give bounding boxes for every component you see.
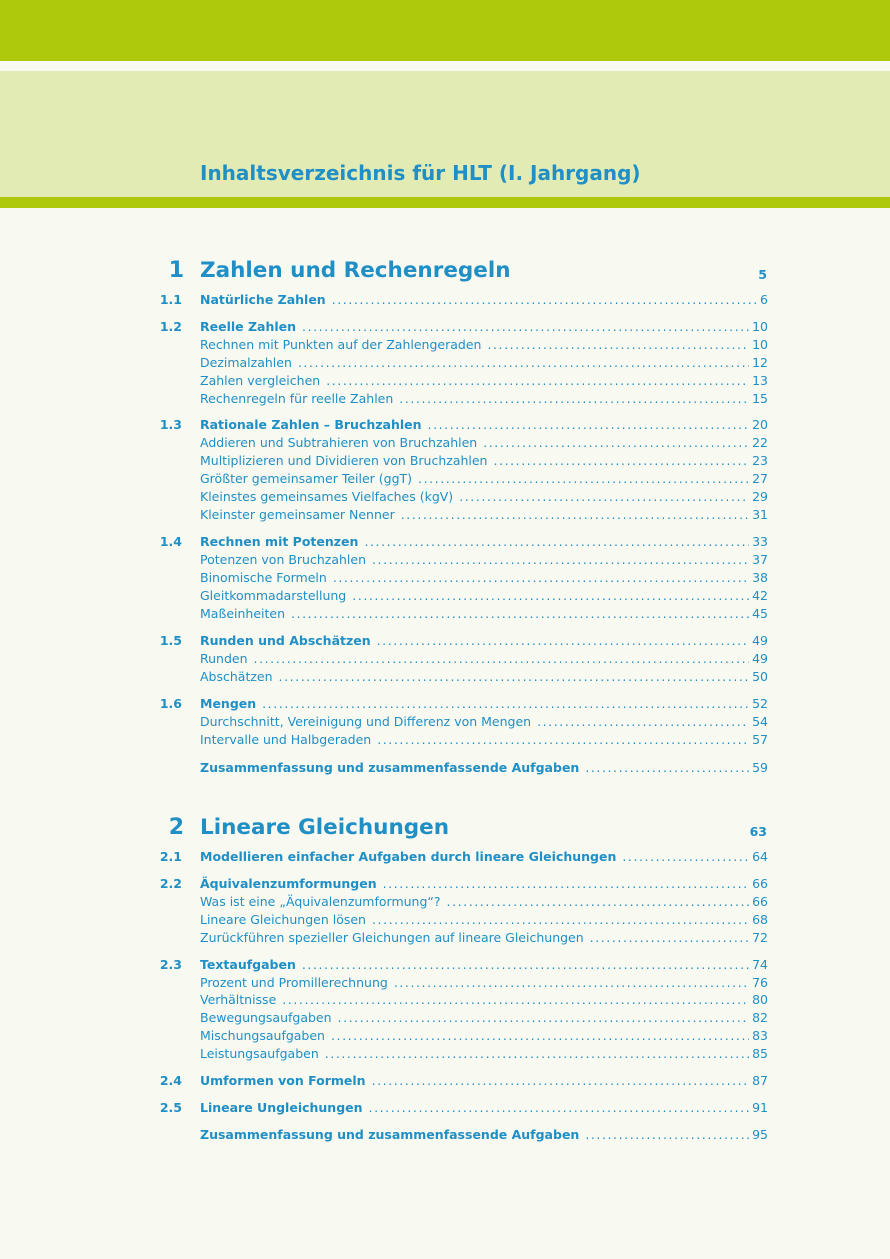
entry-page: 12	[752, 355, 768, 370]
chapter-page: 63	[749, 824, 767, 839]
dot-leader	[325, 1045, 749, 1063]
dot-leader	[364, 533, 749, 551]
toc-row[interactable]	[0, 551, 890, 569]
dot-leader	[372, 551, 749, 569]
toc-row[interactable]	[0, 893, 890, 911]
entry-title: Rechnen mit Punkten auf der Zahlengeraden	[200, 337, 482, 352]
toc-row[interactable]	[0, 470, 890, 488]
entry-title: Lineare Gleichungen lösen	[200, 912, 366, 927]
toc-row[interactable]	[0, 695, 890, 713]
chapter-number: 1	[168, 258, 184, 283]
entry-title: Intervalle und Halbgeraden	[200, 732, 372, 747]
toc-row[interactable]	[0, 416, 890, 434]
dot-leader	[332, 291, 757, 309]
entry-page: 49	[752, 651, 768, 666]
dot-leader	[338, 1009, 750, 1027]
toc-row[interactable]	[0, 1045, 890, 1063]
chapter-title: Zahlen und Rechenregeln	[200, 258, 511, 283]
entry-page: 83	[752, 1028, 768, 1043]
dot-leader	[428, 416, 750, 434]
entry-page: 23	[752, 453, 768, 468]
entry-page: 20	[752, 417, 768, 432]
toc-row[interactable]	[0, 713, 890, 731]
header-band-top	[0, 0, 890, 61]
entry-title: Textaufgaben	[200, 957, 296, 972]
entry-page: 82	[752, 1010, 768, 1025]
entry-title: Dezimalzahlen	[200, 355, 292, 370]
dot-leader	[401, 506, 749, 524]
entry-title: Multiplizieren und Dividieren von Bruchzahlen	[200, 453, 488, 468]
toc-row[interactable]	[0, 506, 890, 524]
entry-page: 66	[752, 894, 768, 909]
entry-title: Leistungsaufgaben	[200, 1046, 319, 1061]
entry-page: 10	[752, 319, 768, 334]
section-number: 1.6	[159, 696, 182, 711]
entry-title: Größter gemeinsamer Teiler (ggT)	[200, 471, 413, 486]
page-title: Inhaltsverzeichnis für HLT (I. Jahrgang)	[200, 161, 641, 185]
toc-row[interactable]	[0, 956, 890, 974]
dot-leader	[399, 390, 749, 408]
entry-title: Umformen von Formeln	[200, 1073, 366, 1088]
entry-page: 50	[752, 669, 768, 684]
section-number: 1.1	[159, 292, 182, 307]
section-number: 1.2	[159, 319, 182, 334]
entry-page: 15	[752, 391, 768, 406]
entry-page: 59	[752, 760, 768, 775]
toc-row[interactable]	[0, 668, 890, 686]
toc-row[interactable]	[0, 318, 890, 336]
entry-page: 72	[752, 930, 768, 945]
entry-page: 10	[752, 337, 768, 352]
entry-title: Zahlen vergleichen	[200, 373, 321, 388]
toc-row[interactable]	[0, 929, 890, 947]
dot-leader	[622, 848, 749, 866]
dot-leader	[383, 875, 750, 893]
entry-page: 22	[752, 435, 768, 450]
entry-page: 37	[752, 552, 768, 567]
entry-page: 29	[752, 489, 768, 504]
entry-title: Addieren und Subtrahieren von Bruchzahlen	[200, 435, 478, 450]
entry-title: Runden und Abschätzen	[200, 633, 371, 648]
toc-row[interactable]	[0, 291, 890, 309]
dot-leader	[585, 1126, 749, 1144]
entry-title: Zusammenfassung und zusammenfassende Aufgaben	[200, 1127, 580, 1142]
section-number: 2.5	[159, 1100, 182, 1115]
entry-page: 85	[752, 1046, 768, 1061]
entry-title: Zurückführen spezieller Gleichungen auf lineare Gleichungen	[200, 930, 584, 945]
section-number: 2.2	[159, 876, 182, 891]
section-number: 1.3	[159, 417, 182, 432]
dot-leader	[279, 668, 750, 686]
entry-page: 27	[752, 471, 768, 486]
dot-leader	[331, 1027, 749, 1045]
dot-leader	[372, 1072, 750, 1090]
toc-row[interactable]	[0, 991, 890, 1009]
toc-row[interactable]	[0, 452, 890, 470]
entry-page: 33	[752, 534, 768, 549]
toc-row[interactable]	[0, 1126, 890, 1144]
chapter-heading[interactable]	[0, 812, 890, 844]
toc-row[interactable]	[0, 605, 890, 623]
entry-title: Abschätzen	[200, 669, 273, 684]
section-number: 2.3	[159, 957, 182, 972]
entry-page: 49	[752, 633, 768, 648]
toc-row[interactable]	[0, 1009, 890, 1027]
entry-page: 54	[752, 714, 768, 729]
entry-page: 57	[752, 732, 768, 747]
entry-page: 68	[752, 912, 768, 927]
entry-title: Runden	[200, 651, 248, 666]
dot-leader	[302, 956, 749, 974]
entry-title: Bewegungsaufgaben	[200, 1010, 332, 1025]
dot-leader	[254, 650, 750, 668]
dot-leader	[418, 470, 749, 488]
entry-title: Rationale Zahlen – Bruchzahlen	[200, 417, 422, 432]
dot-leader	[493, 452, 749, 470]
toc-row[interactable]	[0, 731, 890, 749]
entry-title: Durchschnitt, Vereinigung und Differenz von Mengen	[200, 714, 532, 729]
toc-row[interactable]	[0, 569, 890, 587]
toc-row[interactable]	[0, 434, 890, 452]
toc-row[interactable]	[0, 372, 890, 390]
toc-row[interactable]	[0, 974, 890, 992]
dot-leader	[487, 336, 749, 354]
entry-page: 31	[752, 507, 768, 522]
section-number: 2.1	[159, 849, 182, 864]
dot-leader	[537, 713, 749, 731]
toc-row[interactable]	[0, 1027, 890, 1045]
entry-page: 45	[752, 606, 768, 621]
entry-page: 76	[752, 975, 768, 990]
toc-row[interactable]	[0, 533, 890, 551]
dot-leader	[447, 893, 750, 911]
toc-row[interactable]	[0, 488, 890, 506]
entry-title: Natürliche Zahlen	[200, 292, 326, 307]
dot-leader	[262, 695, 749, 713]
entry-page: 80	[752, 992, 768, 1007]
chapter-page: 5	[758, 267, 767, 282]
entry-title: Kleinstes gemeinsames Vielfaches (kgV)	[200, 489, 454, 504]
dot-leader	[377, 632, 749, 650]
section-number: 2.4	[159, 1073, 182, 1088]
dot-leader	[394, 974, 749, 992]
entry-title: Zusammenfassung und zusammenfassende Aufgaben	[200, 760, 580, 775]
entry-title: Lineare Ungleichungen	[200, 1100, 363, 1115]
chapter-number: 2	[168, 815, 184, 840]
entry-title: Potenzen von Bruchzahlen	[200, 552, 367, 567]
toc-row[interactable]	[0, 875, 890, 893]
entry-title: Prozent und Promillerechnung	[200, 975, 388, 990]
dot-leader	[369, 1099, 750, 1117]
dot-leader	[372, 911, 749, 929]
dot-leader	[298, 354, 749, 372]
dot-leader	[333, 569, 749, 587]
dot-leader	[377, 731, 749, 749]
entry-title: Was ist eine „Äquivalenzumformung“?	[200, 894, 441, 909]
toc-row[interactable]	[0, 1072, 890, 1090]
toc-row[interactable]	[0, 650, 890, 668]
entry-title: Mengen	[200, 696, 257, 711]
entry-page: 6	[760, 292, 768, 307]
toc-row[interactable]	[0, 354, 890, 372]
toc-row[interactable]	[0, 587, 890, 605]
entry-page: 64	[752, 849, 768, 864]
toc-row[interactable]	[0, 390, 890, 408]
toc-row[interactable]	[0, 1099, 890, 1117]
dot-leader	[326, 372, 749, 390]
entry-title: Rechnen mit Potenzen	[200, 534, 359, 549]
toc-row[interactable]	[0, 632, 890, 650]
dot-leader	[483, 434, 749, 452]
entry-page: 95	[752, 1127, 768, 1142]
entry-title: Äquivalenzumformungen	[200, 876, 377, 891]
dot-leader	[352, 587, 749, 605]
entry-title: Gleitkommadarstellung	[200, 588, 347, 603]
toc-row[interactable]	[0, 759, 890, 777]
chapter-title: Lineare Gleichungen	[200, 815, 450, 840]
entry-page: 13	[752, 373, 768, 388]
entry-title: Maßeinheiten	[200, 606, 286, 621]
section-number: 1.5	[159, 633, 182, 648]
entry-title: Rechenregeln für reelle Zahlen	[200, 391, 394, 406]
entry-title: Reelle Zahlen	[200, 319, 297, 334]
dot-leader	[459, 488, 749, 506]
entry-page: 52	[752, 696, 768, 711]
chapter-heading[interactable]	[0, 255, 890, 287]
dot-leader	[291, 605, 749, 623]
entry-page: 74	[752, 957, 768, 972]
dot-leader	[282, 991, 749, 1009]
entry-page: 91	[752, 1100, 768, 1115]
entry-page: 42	[752, 588, 768, 603]
section-number: 1.4	[159, 534, 182, 549]
entry-title: Verhältnisse	[200, 992, 277, 1007]
entry-page: 87	[752, 1073, 768, 1088]
entry-page: 66	[752, 876, 768, 891]
dot-leader	[585, 759, 749, 777]
entry-page: 38	[752, 570, 768, 585]
entry-title: Mischungsaufgaben	[200, 1028, 325, 1043]
toc-row[interactable]	[0, 848, 890, 866]
dot-leader	[590, 929, 749, 947]
entry-title: Modellieren einfacher Aufgaben durch lineare Gleichungen	[200, 849, 617, 864]
toc-row[interactable]	[0, 336, 890, 354]
entry-title: Binomische Formeln	[200, 570, 327, 585]
toc-row[interactable]	[0, 911, 890, 929]
dot-leader	[302, 318, 749, 336]
entry-title: Kleinster gemeinsamer Nenner	[200, 507, 395, 522]
header-band-bottom	[0, 197, 890, 208]
